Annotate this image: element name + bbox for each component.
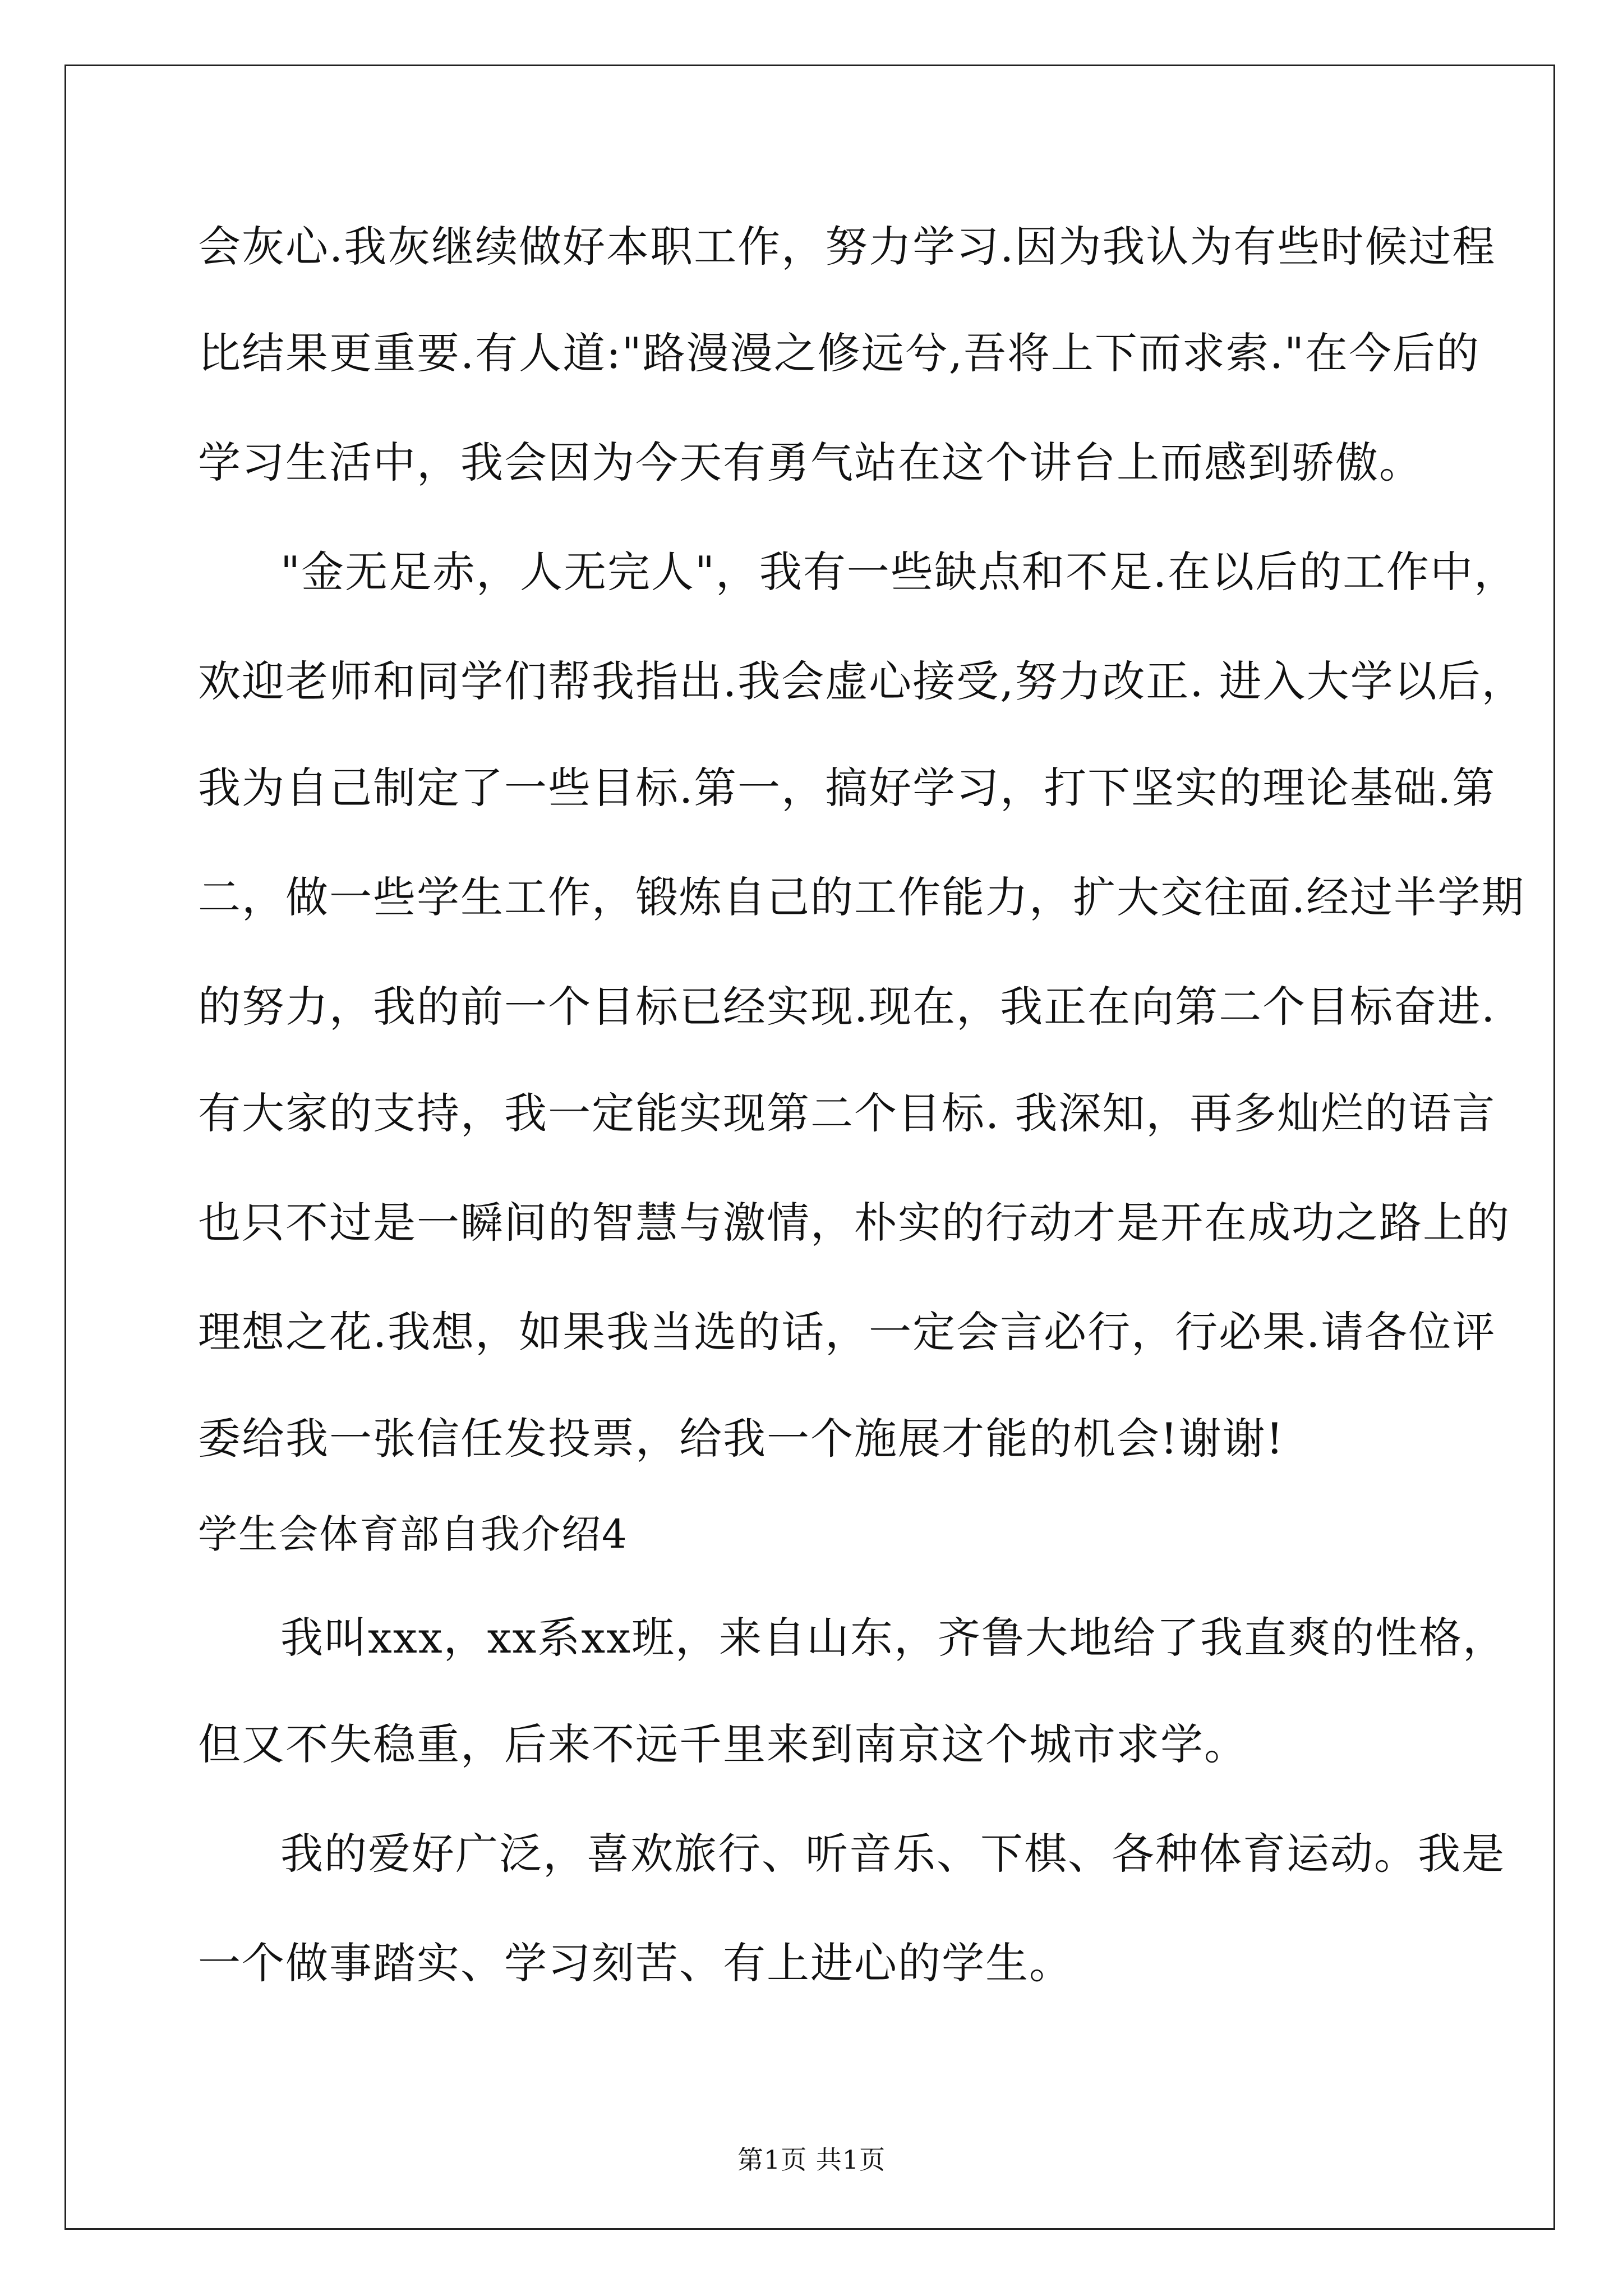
text-line: 理想之花.我想，如果我当选的话，一定会言必行，行必果.请各位评: [198, 1307, 1496, 1357]
text-line: 也只不过是一瞬间的智慧与激情，朴实的行动才是开在成功之路上的: [198, 1198, 1510, 1248]
text-line: 一个做事踏实、学习刻苦、有上进心的学生。: [198, 1938, 1073, 1988]
paragraph-first-line: 我叫xxx，xx系xx班，来自山东，齐鲁大地给了我直爽的性格，: [280, 1613, 1507, 1663]
text-line: 二，做一些学生工作，锻炼自己的工作能力，扩大交往面.经过半学期: [198, 872, 1525, 922]
text-line: 比结果更重要.有人道:"路漫漫之修远兮,吾将上下而求索."在今后的: [198, 328, 1480, 378]
text-line: 委给我一张信任发投票，给我一个施展才能的机会!谢谢!: [198, 1414, 1285, 1464]
text-line: 的努力，我的前一个目标已经实现.现在，我正在向第二个目标奋进.: [198, 982, 1496, 1032]
text-line: 有大家的支持，我一定能实现第二个目标. 我深知，再多灿烂的语言: [198, 1088, 1496, 1138]
page-border: [64, 65, 1555, 2230]
text-line: 欢迎老师和同学们帮我指出.我会虚心接受,努力改正. 进入大学以后，: [198, 656, 1525, 706]
paragraph-first-line: 我的爱好广泛，喜欢旅行、听音乐、下棋、各种体育运动。我是: [280, 1829, 1505, 1879]
section-heading: 学生会体育部自我介绍4: [198, 1511, 628, 1557]
text-line: 我为自己制定了一些目标.第一，搞好学习，打下坚实的理论基础.第: [198, 763, 1496, 813]
text-line: 会灰心.我灰继续做好本职工作，努力学习.因为我认为有些时候过程: [198, 222, 1496, 272]
page-number-footer: 第1页 共1页: [737, 2145, 886, 2175]
paragraph-first-line: "金无足赤，人无完人"，我有一些缺点和不足.在以后的工作中，: [280, 547, 1518, 597]
text-line: 学习生活中，我会因为今天有勇气站在这个讲台上而感到骄傲。: [198, 438, 1423, 487]
text-line: 但又不失稳重，后来不远千里来到南京这个城市求学。: [198, 1719, 1248, 1769]
